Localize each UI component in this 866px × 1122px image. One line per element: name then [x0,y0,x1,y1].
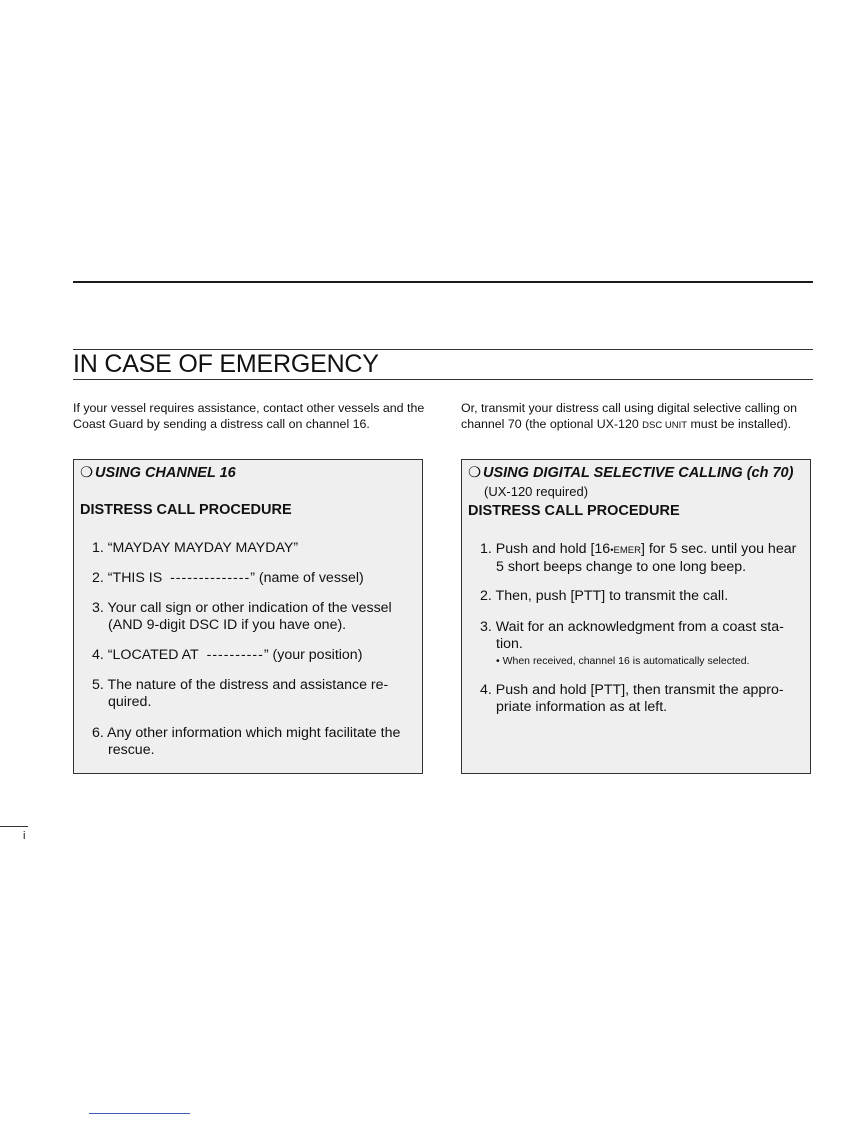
dsc-box [461,459,811,774]
dsc-step-1 [480,541,804,576]
step-text: ] for 5 sec. until you hear 5 short beeps change to one long beep. [496,541,797,575]
channel16-heading [80,464,236,482]
blank-dashes: ---------- [206,647,264,663]
intro-dsc-smallcaps: DSC UNIT [642,420,688,431]
step-number: 1. [480,541,492,557]
intro-channel16: If your vessel requires assistance, contact other vessels and the Coast Guard by sending a distress call on channel 16. [73,401,425,431]
step-number: 3. [480,619,492,635]
channel16-procedure-title: DISTRESS CALL PROCEDURE [80,502,292,518]
channel16-step-2 [92,570,416,587]
emer-key-label: •EMER [610,545,641,556]
footnote-rule [89,1113,190,1114]
step-text-prefix: “LOCATED AT [107,647,199,663]
channel16-step-1 [92,540,416,557]
channel16-step-5 [92,677,416,711]
step-text: Push and hold [16 [495,541,611,557]
dsc-subheading: (UX-120 required) [484,484,589,499]
intro-dsc-text-2: must be installed). [687,417,792,431]
step-text: “MAYDAY MAYDAY MAYDAY” [107,540,299,556]
step-number: 4. [480,682,492,698]
step-number: 5. [92,677,104,693]
intro-dsc [461,400,817,434]
step-text-prefix: “THIS IS [107,570,163,586]
blank-dashes: -------------- [170,570,251,586]
circle-bullet-icon: ❍ [468,465,481,481]
step-number: 6. [92,725,104,741]
dsc-procedure-title: DISTRESS CALL PROCEDURE [468,503,680,519]
channel16-box [73,459,423,774]
dsc-step-2 [480,588,804,605]
intro-dsc-text-1: Or, transmit your distress call using digital selective calling on channel 70 (the optional UX-120 [461,401,798,431]
step-number: 2. [480,588,492,604]
step-number: 3. [92,600,104,616]
page-number-rule [0,826,28,827]
step-note: • When received, channel 16 is automatically selected. [496,655,750,667]
step-number: 4. [92,647,104,663]
top-rule [73,281,813,283]
dsc-step-4 [480,682,804,716]
channel16-step-6 [92,725,416,759]
step-text: Your call sign or other indication of the vessel (AND 9-digit DSC ID if you have one). [107,600,392,633]
step-number: 2. [92,570,104,586]
channel16-heading-text: USING CHANNEL 16 [95,465,236,481]
step-text: Any other information which might facilitate the rescue. [107,725,401,758]
channel16-step-4 [92,647,416,664]
dsc-step-3 [480,619,804,668]
page-title: IN CASE OF EMERGENCY [73,350,379,378]
step-number: 1. [92,540,104,556]
title-rule-bottom [73,379,813,380]
step-text: The nature of the distress and assistance re-quired. [107,677,389,710]
page-number: i [23,830,26,842]
step-text-suffix: ” (name of vessel) [250,570,364,586]
circle-bullet-icon: ❍ [80,465,93,481]
step-text: Then, push [PTT] to transmit the call. [495,588,729,604]
dsc-heading [468,464,793,482]
step-text: Wait for an acknowledgment from a coast sta-tion. [495,619,784,652]
step-text: Push and hold [PTT], then transmit the appro-priate information as at left. [495,682,784,715]
channel16-step-3 [92,600,416,634]
step-text-suffix: ” (your position) [263,647,363,663]
dsc-heading-text: USING DIGITAL SELECTIVE CALLING (ch 70) [483,465,794,481]
